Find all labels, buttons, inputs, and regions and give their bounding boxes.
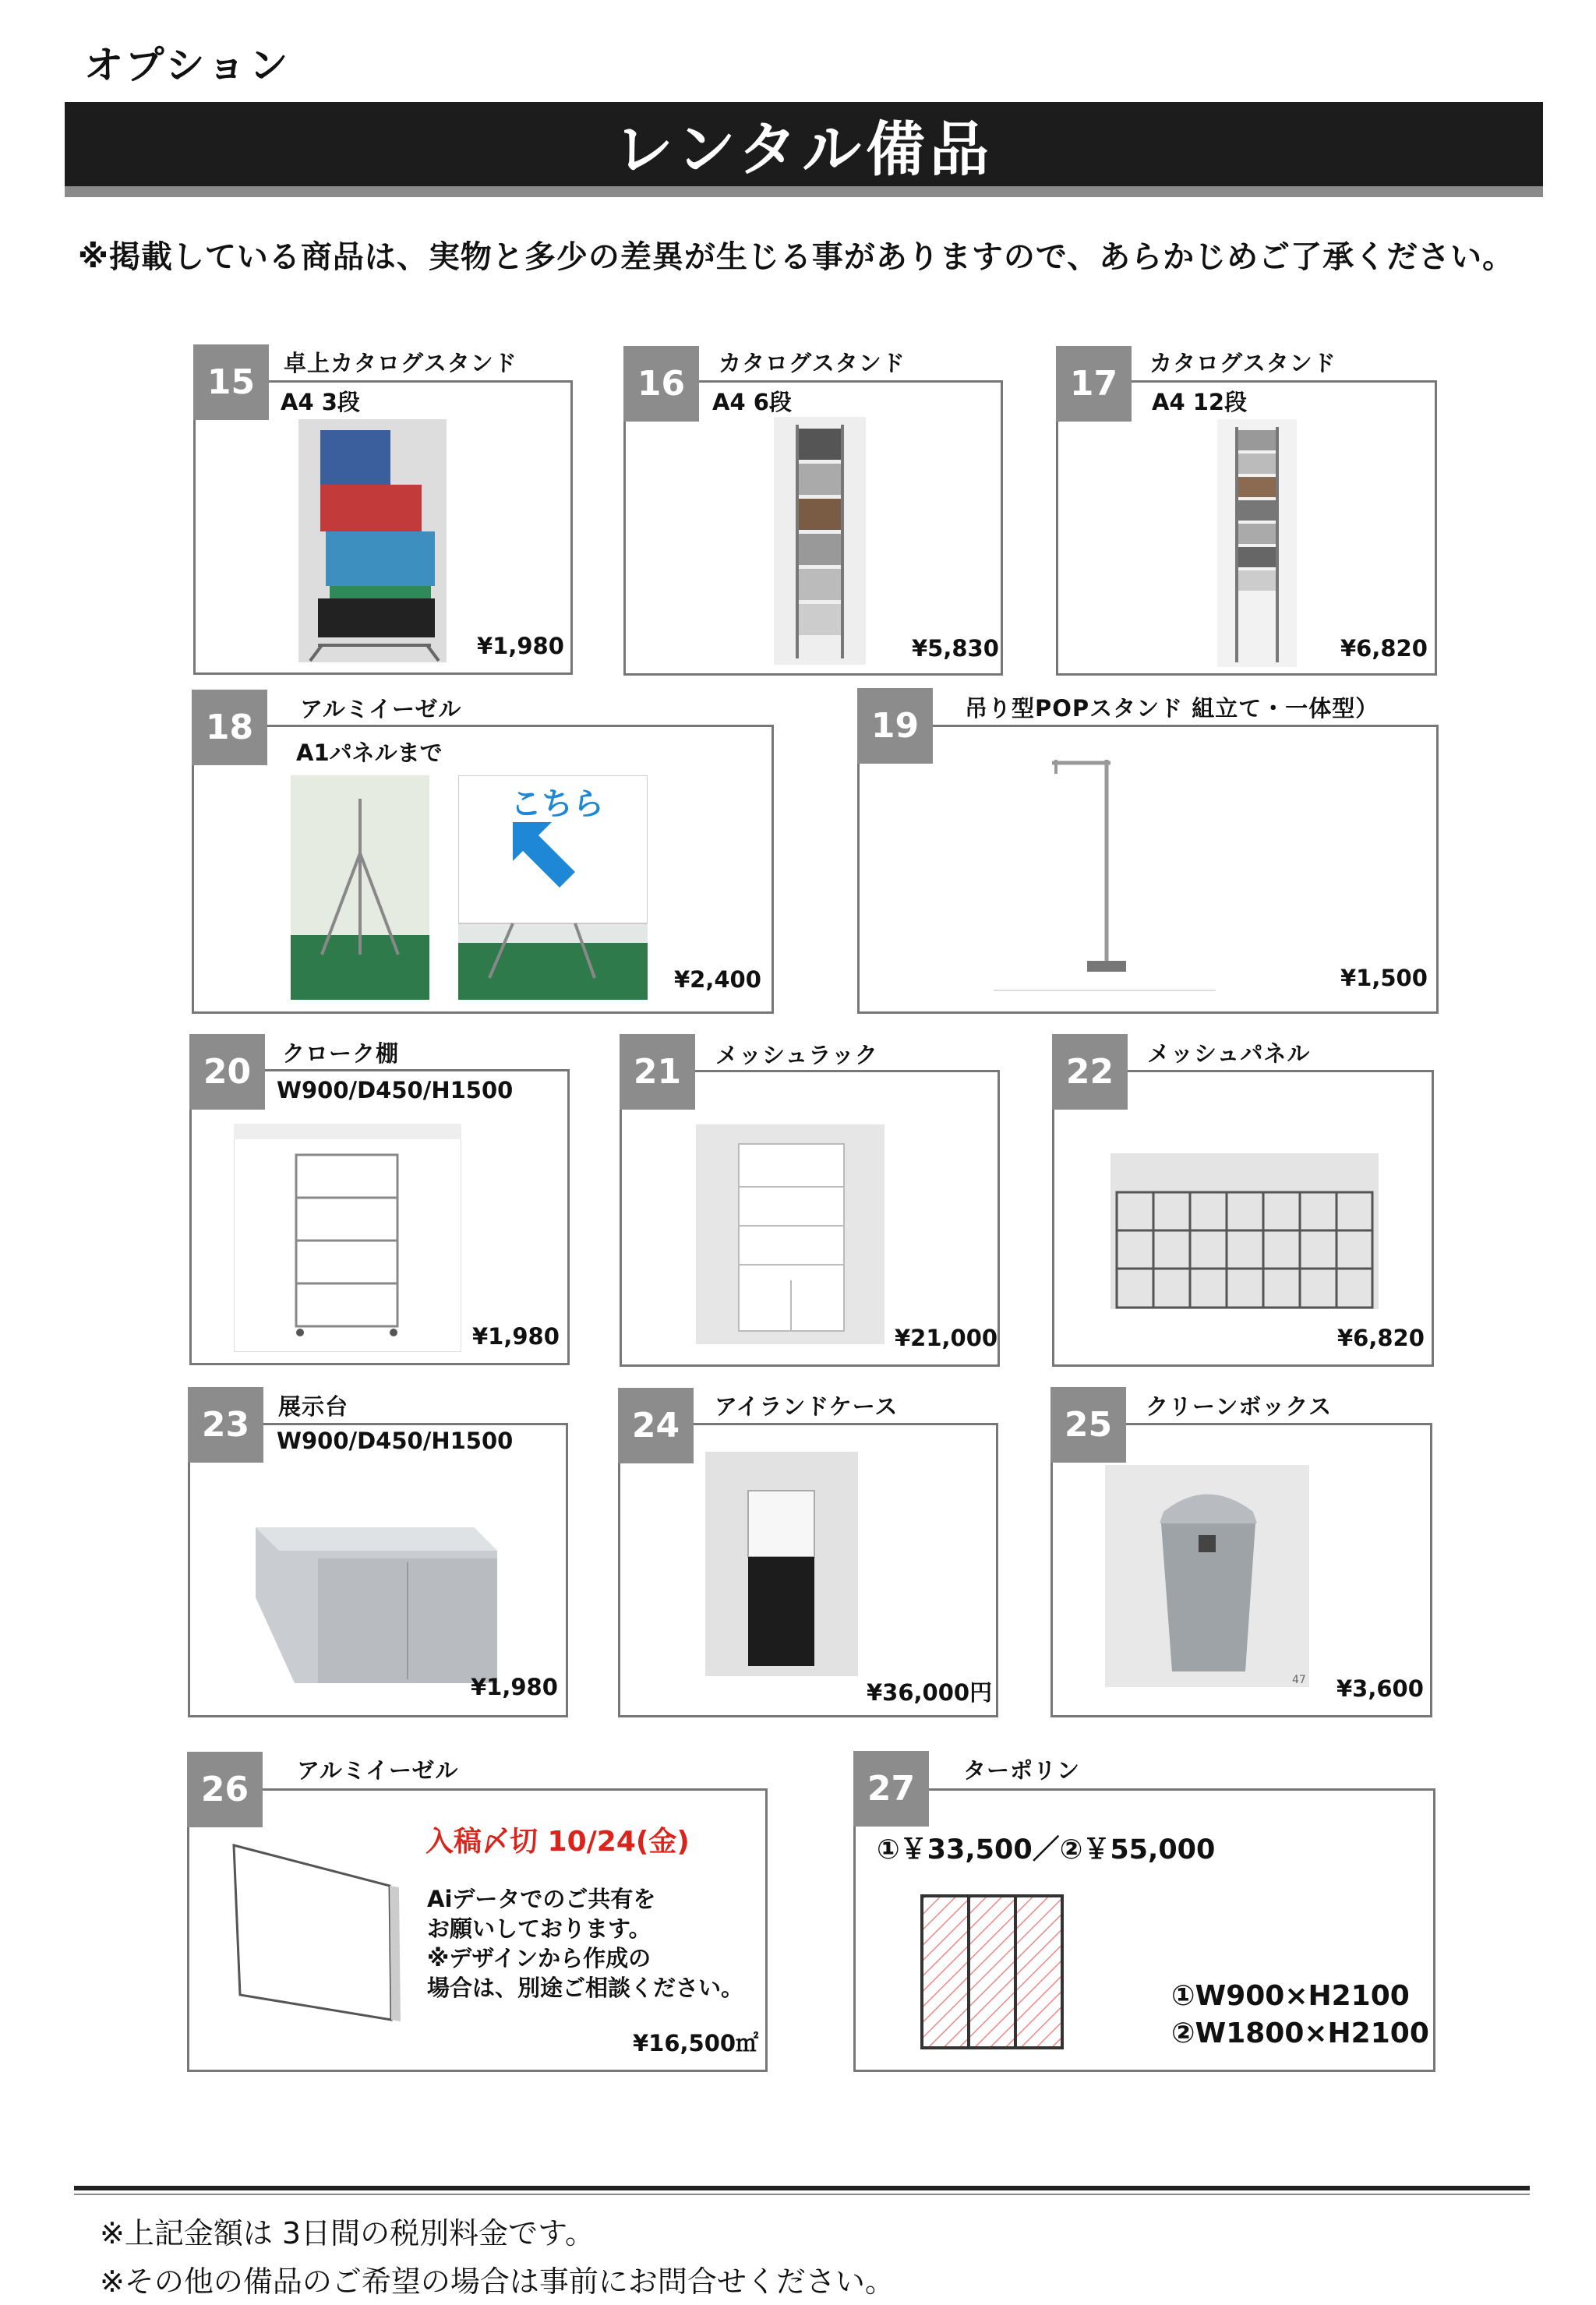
tarp-sizes — [1171, 1978, 1429, 2053]
section-label: オプション — [84, 43, 291, 88]
title-bar — [65, 102, 1543, 197]
item-spec: A4 3段 — [281, 389, 360, 415]
item-price: ¥1,980 — [471, 1674, 558, 1700]
item-number-badge: 27 — [853, 1751, 929, 1827]
item-number-badge: 18 — [192, 690, 267, 765]
item-spec: A4 12段 — [1152, 389, 1248, 415]
notice-text: ※掲載している商品は、実物と多少の差異が生じる事がありますので、あらかじめご了承ください。 — [78, 239, 1515, 275]
item-name: 展示台 — [278, 1393, 349, 1420]
tarp-size: ②W1800×H2100 — [1171, 2017, 1429, 2049]
item-number-badge: 20 — [189, 1034, 265, 1110]
easel-image — [291, 775, 429, 1000]
item-number-badge: 26 — [187, 1752, 263, 1827]
item-price: ¥6,820 — [1340, 635, 1428, 662]
page-title: レンタル備品 — [613, 114, 994, 184]
tarp-price-line: ①￥33,500／②￥55,000 — [877, 1834, 1216, 1866]
item-price: ¥16,500㎡ — [633, 2030, 759, 2056]
display-table-image — [248, 1496, 497, 1691]
item-name: カタログスタンド — [719, 350, 906, 376]
item-spec: W900/D450/H1500 — [277, 1428, 514, 1454]
item-number-badge: 22 — [1052, 1034, 1128, 1110]
item-price: ¥36,000円 — [867, 1679, 993, 1706]
upload-note — [427, 1884, 743, 2003]
item-name: メッシュラック — [715, 1042, 878, 1068]
note-line: 場合は、別途ご相談ください。 — [427, 1975, 744, 2001]
item-price: ¥1,500 — [1340, 965, 1428, 991]
tarp-panel-image — [916, 1890, 1072, 2053]
panel-board-image — [226, 1839, 401, 2026]
note-line: ※デザインから作成の — [427, 1945, 651, 1971]
deadline-text: 入稿〆切 10/24(金) — [425, 1826, 690, 1858]
item-number-badge: 24 — [618, 1388, 694, 1463]
item-name: カタログスタンド — [1149, 350, 1336, 376]
footer-divider-thin — [74, 2194, 1530, 2195]
footer-note: ※その他の備品のご希望の場合は事前にお問合せください。 — [100, 2264, 895, 2299]
sign-text: こちら — [510, 786, 604, 822]
item-name: ターポリン — [963, 1757, 1081, 1784]
item-price: ¥5,830 — [912, 635, 999, 662]
item-price: ¥21,000 — [895, 1325, 998, 1351]
tarp-size: ①W900×H2100 — [1171, 1980, 1410, 2012]
item-spec: A1パネルまで — [296, 740, 443, 766]
item-price: ¥1,980 — [477, 633, 564, 659]
item-name: アルミイーゼル — [297, 1757, 459, 1784]
item-number-badge: 15 — [193, 344, 269, 420]
item-price: ¥6,820 — [1337, 1325, 1425, 1351]
item-price: ¥1,980 — [472, 1323, 560, 1350]
catalog-stand-3tier-image — [298, 419, 447, 662]
pop-stand-image — [994, 752, 1216, 994]
item-name: メッシュパネル — [1147, 1040, 1311, 1067]
trash-box-image — [1105, 1465, 1309, 1687]
item-price: ¥2,400 — [674, 966, 761, 993]
item-name: 卓上カタログスタンド — [284, 350, 517, 376]
item-number-badge: 21 — [620, 1034, 695, 1110]
item-name: 吊り型POPスタンド 組立て・一体型） — [965, 695, 1379, 722]
item-number-badge: 23 — [188, 1387, 263, 1463]
note-line: お願いしております。 — [427, 1915, 651, 1942]
item-price: ¥3,600 — [1336, 1675, 1424, 1702]
cloak-shelf-image — [234, 1124, 461, 1352]
item-name: アルミイーゼル — [300, 696, 462, 722]
item-number-badge: 19 — [857, 688, 933, 764]
item-name: アイランドケース — [715, 1393, 899, 1420]
item-number-badge: 16 — [623, 346, 699, 422]
item-name: クリーンボックス — [1146, 1393, 1333, 1420]
photo-label: 47 — [1292, 1674, 1306, 1686]
mesh-panel-image — [1110, 1153, 1379, 1309]
note-line: Aiデータでのご共有を — [427, 1886, 656, 1912]
item-spec: A4 6段 — [712, 389, 792, 415]
footer-divider — [74, 2186, 1530, 2190]
footer-note: ※上記金額は 3日間の税別料金です。 — [100, 2216, 595, 2250]
island-case-image — [705, 1452, 858, 1676]
mesh-rack-image — [696, 1124, 885, 1344]
catalog-stand-12tier-image — [1217, 419, 1297, 667]
item-spec: W900/D450/H1500 — [277, 1077, 514, 1103]
item-name: クローク棚 — [282, 1040, 400, 1067]
item-number-badge: 25 — [1050, 1387, 1126, 1463]
catalog-stand-6tier-image — [774, 417, 866, 665]
item-number-badge: 17 — [1056, 346, 1132, 422]
